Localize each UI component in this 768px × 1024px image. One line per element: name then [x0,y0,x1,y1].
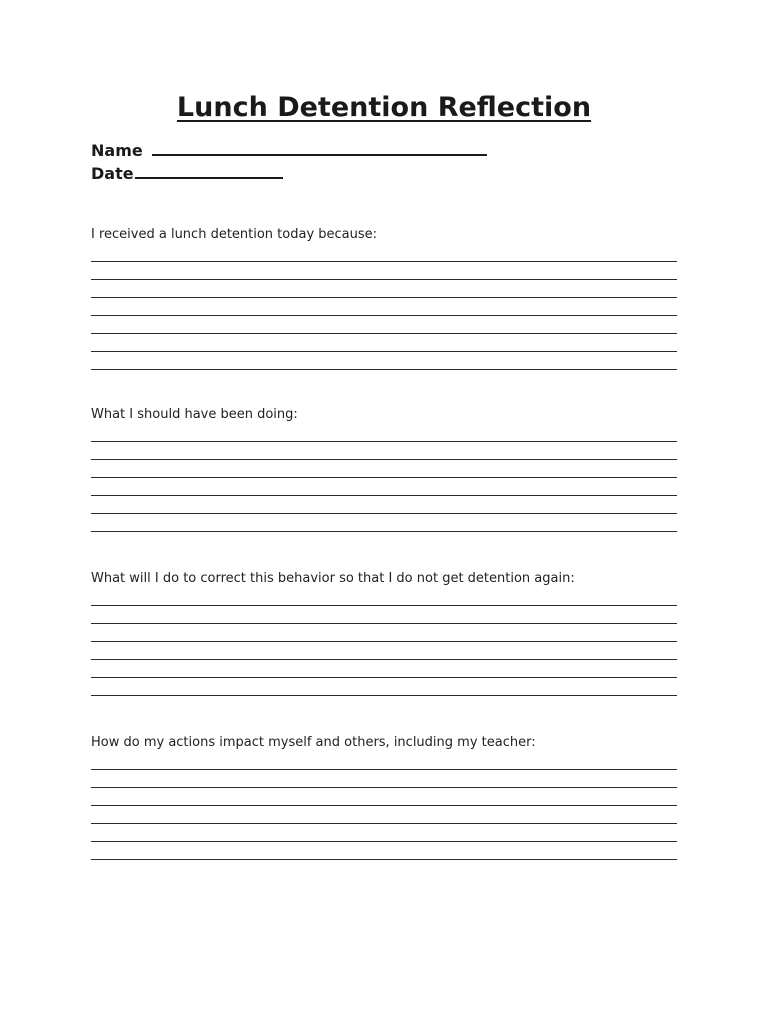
section-correction-plan [91,570,677,696]
answer-line [91,334,677,352]
answer-line [91,842,677,860]
answer-lines [91,424,677,532]
answer-line [91,624,677,642]
answer-line [91,824,677,842]
answer-line [91,678,677,696]
answer-line [91,606,677,624]
answer-line [91,478,677,496]
answer-line [91,806,677,824]
section-prompt: What I should have been doing: [91,407,298,422]
name-blank-line [152,138,487,156]
answer-line [91,244,677,262]
answer-lines [91,244,677,370]
answer-line [91,588,677,606]
answer-line [91,788,677,806]
date-blank-line [135,161,283,179]
answer-line [91,752,677,770]
answer-line [91,460,677,478]
answer-line [91,642,677,660]
name-field [91,138,487,162]
answer-line [91,770,677,788]
section-prompt: How do my actions impact myself and others, including my teacher: [91,735,536,750]
section-impact [91,734,677,860]
answer-line [91,424,677,442]
name-label: Name [91,141,143,160]
answer-line [91,262,677,280]
answer-line [91,496,677,514]
answer-line [91,442,677,460]
section-expected-behavior [91,406,677,532]
date-field [91,161,283,185]
answer-line [91,514,677,532]
answer-line [91,298,677,316]
answer-line [91,352,677,370]
answer-line [91,316,677,334]
date-label: Date [91,164,134,183]
answer-lines [91,752,677,860]
page-title: Lunch Detention Reflection [176,92,592,123]
section-prompt: I received a lunch detention today because: [91,227,378,242]
answer-line [91,660,677,678]
answer-line [91,280,677,298]
answer-lines [91,588,677,696]
section-reason [91,226,677,370]
section-prompt: What will I do to correct this behavior so that I do not get detention again: [91,571,575,586]
